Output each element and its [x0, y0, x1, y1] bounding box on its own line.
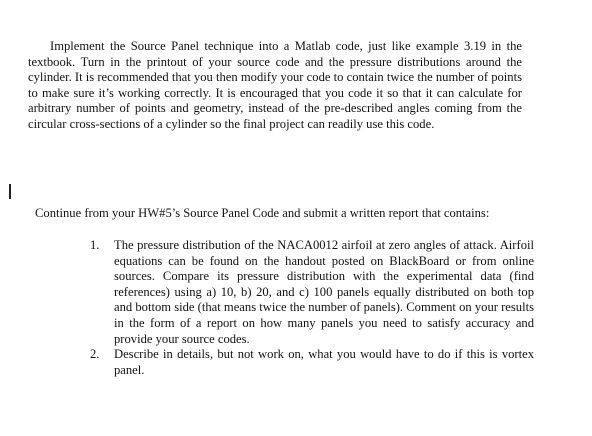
- list-item: [90, 347, 534, 378]
- task-list: [90, 238, 534, 378]
- text-cursor: [9, 184, 11, 199]
- list-item-text: The pressure distribution of the NACA0012 airfoil at zero angles of attack. Airfoil equations can be found on the handout posted on BlackBoard or from online sources. Compare its pressure distribution with the experimental data (find references) using a) 10, b) 20, and c) 100 panels equally distributed on both top and bottom side (that means twice the number of panels). Comment on your results in the form of a report on how many panels you need to satisfy accuracy and provide your source codes.: [114, 238, 534, 346]
- list-item-text: Describe in details, but not work on, what you would have to do if this is vortex panel.: [114, 347, 534, 377]
- list-item-number: 1.: [90, 238, 100, 252]
- assignment-paragraph-1: Implement the Source Panel technique into a Matlab code, just like example 3.19 in the textbook. Turn in the printout of your source code and the pressure distributions around the cylinder. It is recommended that you then modify your code to contain twice the number of points to make sure it’s working correctly. It is encouraged that you code it so that it can calculate for arbitrary number of points and geometry, instead of the pre-described angles coming from the circular cross-sections of a cylinder so the final project can readily use this code.: [28, 39, 522, 131]
- list-item: [90, 238, 534, 347]
- list-item-number: 2.: [90, 347, 100, 362]
- assignment-paragraph-2: Continue from your HW#5’s Source Panel Code and submit a written report that contains:: [35, 206, 490, 220]
